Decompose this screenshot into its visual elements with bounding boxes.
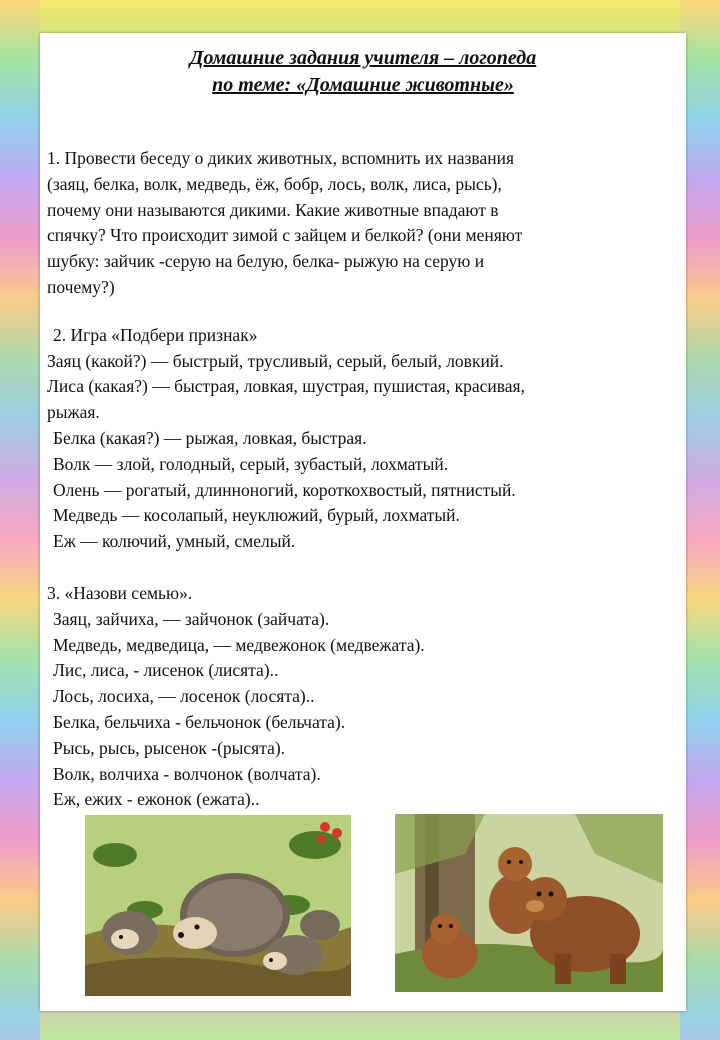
task-1-line: почему они называются дикими. Какие животные впадают в: [47, 199, 499, 220]
task-3-line: Лис, лиса, - лисенок (лисята)..: [53, 660, 279, 681]
task-3-line: Заяц, зайчиха, — зайчонок (зайчата).: [53, 608, 330, 629]
task-2: [47, 323, 676, 555]
page-title: [40, 45, 686, 99]
title-line-2: по теме: «Домашние животные»: [212, 74, 514, 96]
title-line-1: Домашние задания учителя – логопеда: [189, 47, 537, 69]
task-3-line: Медведь, медведица, — медвежонок (медвежата).: [53, 634, 425, 655]
task-2-heading: 2. Игра «Подбери признак»: [53, 324, 258, 345]
task-3-line: Белка, бельчиха - бельчонок (бельчата).: [53, 711, 346, 732]
right-border-decoration: [680, 0, 720, 1040]
hedgehogs-illustration: [85, 815, 351, 996]
task-1-line: (заяц, белка, волк, медведь, ёж, бобр, лось, волк, лиса, рысь),: [47, 173, 502, 194]
left-border-decoration: [0, 0, 40, 1040]
task-1: [47, 146, 676, 301]
task-1-line: спячку? Что происходит зимой с зайцем и белкой? (они меняют: [47, 225, 523, 246]
task-3-line: Рысь, рысь, рысенок -(рысята).: [53, 737, 286, 758]
task-2-line: Медведь — косолапый, неуклюжий, бурый, лохматый.: [53, 505, 460, 526]
document-page: [40, 33, 686, 1011]
task-1-line: 1. Провести беседу о диких животных, вспомнить их названия: [47, 148, 514, 168]
task-2-line: Заяц (какой?) — быстрый, трусливый, серый, белый, ловкий.: [47, 350, 504, 371]
bears-picture: [395, 814, 663, 992]
task-2-line: Белка (какая?) — рыжая, ловкая, быстрая.: [53, 427, 367, 448]
bears-illustration: [395, 814, 663, 992]
task-1-line: почему?): [47, 276, 115, 297]
task-3-line: Лось, лосиха, — лосенок (лосята)..: [53, 686, 315, 707]
task-1-line: шубку: зайчик -серую на белую, белка- рыжую на серую и: [47, 251, 485, 272]
spacer: [47, 301, 676, 323]
task-2-line: рыжая.: [47, 402, 100, 423]
task-3: [47, 581, 676, 813]
page-content: [47, 146, 676, 813]
task-3-line: Еж, ежих - ежонок (ежата)..: [53, 789, 260, 810]
task-2-line: Еж — колючий, умный, смелый.: [53, 531, 296, 552]
task-2-line: Лиса (какая?) — быстрая, ловкая, шустрая, пушистая, красивая,: [47, 376, 525, 397]
task-3-line: Волк, волчиха - волчонок (волчата).: [53, 763, 321, 784]
task-2-line: Олень — рогатый, длинноногий, короткохвостый, пятнистый.: [53, 479, 516, 500]
task-2-line: Волк — злой, голодный, серый, зубастый, лохматый.: [53, 453, 449, 474]
spacer: [47, 555, 676, 581]
task-3-heading: 3. «Назови семью».: [47, 582, 193, 603]
hedgehogs-picture: [85, 815, 351, 996]
